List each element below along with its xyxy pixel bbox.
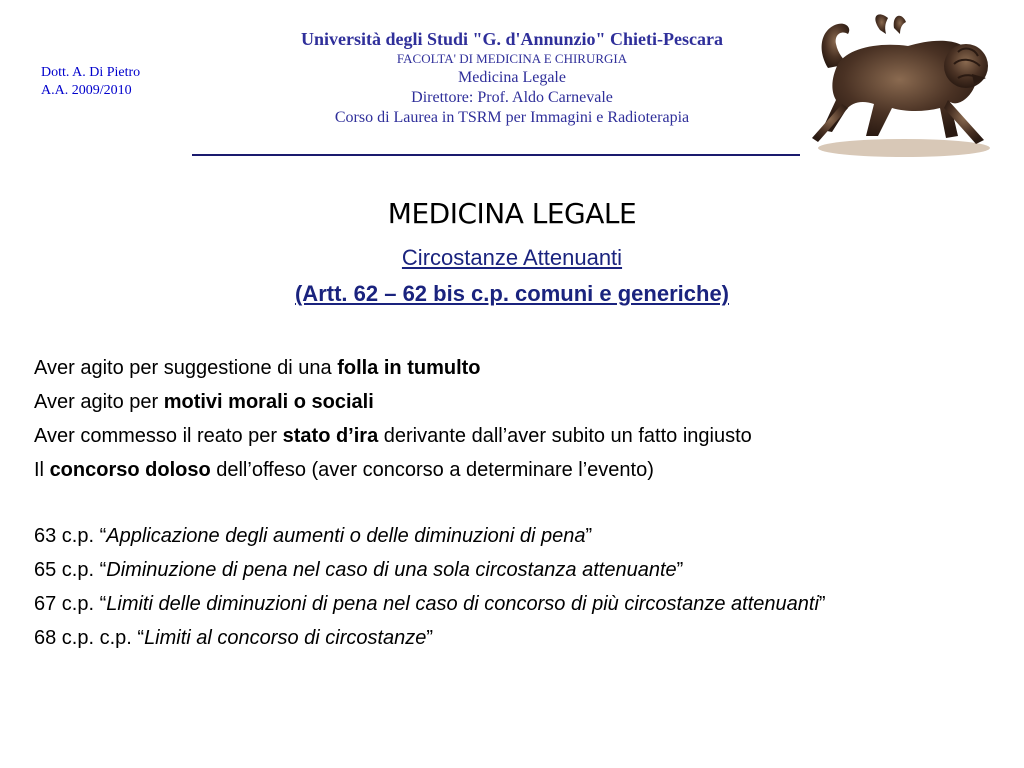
quote-close: ” bbox=[676, 559, 684, 581]
item-text: Il bbox=[34, 459, 50, 481]
quote-close: ” bbox=[818, 593, 826, 615]
university-name: Università degli Studi "G. d'Annunzio" Chieti-Pescara bbox=[300, 29, 723, 49]
item-text-tail: dell’offeso (aver concorso a determinare l’evento) bbox=[210, 459, 654, 481]
director-name: Direttore: Prof. Aldo Carnevale bbox=[411, 89, 613, 106]
article-item bbox=[34, 587, 989, 621]
author-info bbox=[41, 64, 140, 100]
quote-close: ” bbox=[585, 525, 593, 547]
content-body bbox=[34, 351, 989, 655]
article-number: 65 c.p. “ bbox=[34, 559, 107, 581]
article-item bbox=[34, 553, 989, 587]
item-text: Aver agito per bbox=[34, 391, 164, 413]
article-title: Limiti al concorso di circostanze bbox=[144, 627, 427, 649]
article-number: 67 c.p. “ bbox=[34, 593, 107, 615]
articles-reference: (Artt. 62 – 62 bis c.p. comuni e generiche) bbox=[294, 281, 730, 306]
item-emphasis: stato d’ira bbox=[282, 425, 379, 447]
chimera-statue-icon bbox=[808, 8, 992, 160]
page-title: MEDICINA LEGALE bbox=[387, 197, 637, 230]
article-title: Diminuzione di pena nel caso di una sola circostanza attenuante bbox=[106, 559, 677, 581]
author-name: Dott. A. Di Pietro bbox=[41, 65, 141, 80]
quote-close: ” bbox=[426, 627, 434, 649]
item-text: Aver agito per suggestione di una bbox=[34, 357, 338, 379]
page-subtitle: Circostanze Attenuanti bbox=[401, 245, 623, 270]
spacer bbox=[34, 487, 989, 519]
article-title: Applicazione degli aumenti o delle diminuzioni di pena bbox=[106, 525, 586, 547]
list-item bbox=[34, 453, 989, 487]
item-emphasis: motivi morali o sociali bbox=[163, 391, 374, 413]
article-number: 68 c.p. c.p. “ bbox=[34, 627, 145, 649]
header-divider bbox=[192, 154, 800, 156]
list-item bbox=[34, 351, 989, 385]
academic-year: A.A. 2009/2010 bbox=[41, 83, 132, 98]
university-header bbox=[192, 28, 832, 128]
list-item bbox=[34, 385, 989, 419]
department-name: Medicina Legale bbox=[458, 69, 566, 86]
list-item bbox=[34, 419, 989, 453]
course-name: Corso di Laurea in TSRM per Immagini e Radioterapia bbox=[334, 109, 690, 126]
article-item bbox=[34, 621, 989, 655]
item-text-tail: derivante dall’aver subito un fatto ingiusto bbox=[378, 425, 752, 447]
faculty-name: FACOLTA' DI MEDICINA E CHIRURGIA bbox=[396, 51, 628, 66]
article-number: 63 c.p. “ bbox=[34, 525, 107, 547]
article-title: Limiti delle diminuzioni di pena nel caso di concorso di più circostanze attenuanti bbox=[106, 593, 819, 615]
item-emphasis: folla in tumulto bbox=[337, 357, 481, 379]
article-item bbox=[34, 519, 989, 553]
item-emphasis: concorso doloso bbox=[49, 459, 211, 481]
item-text: Aver commesso il reato per bbox=[34, 425, 283, 447]
